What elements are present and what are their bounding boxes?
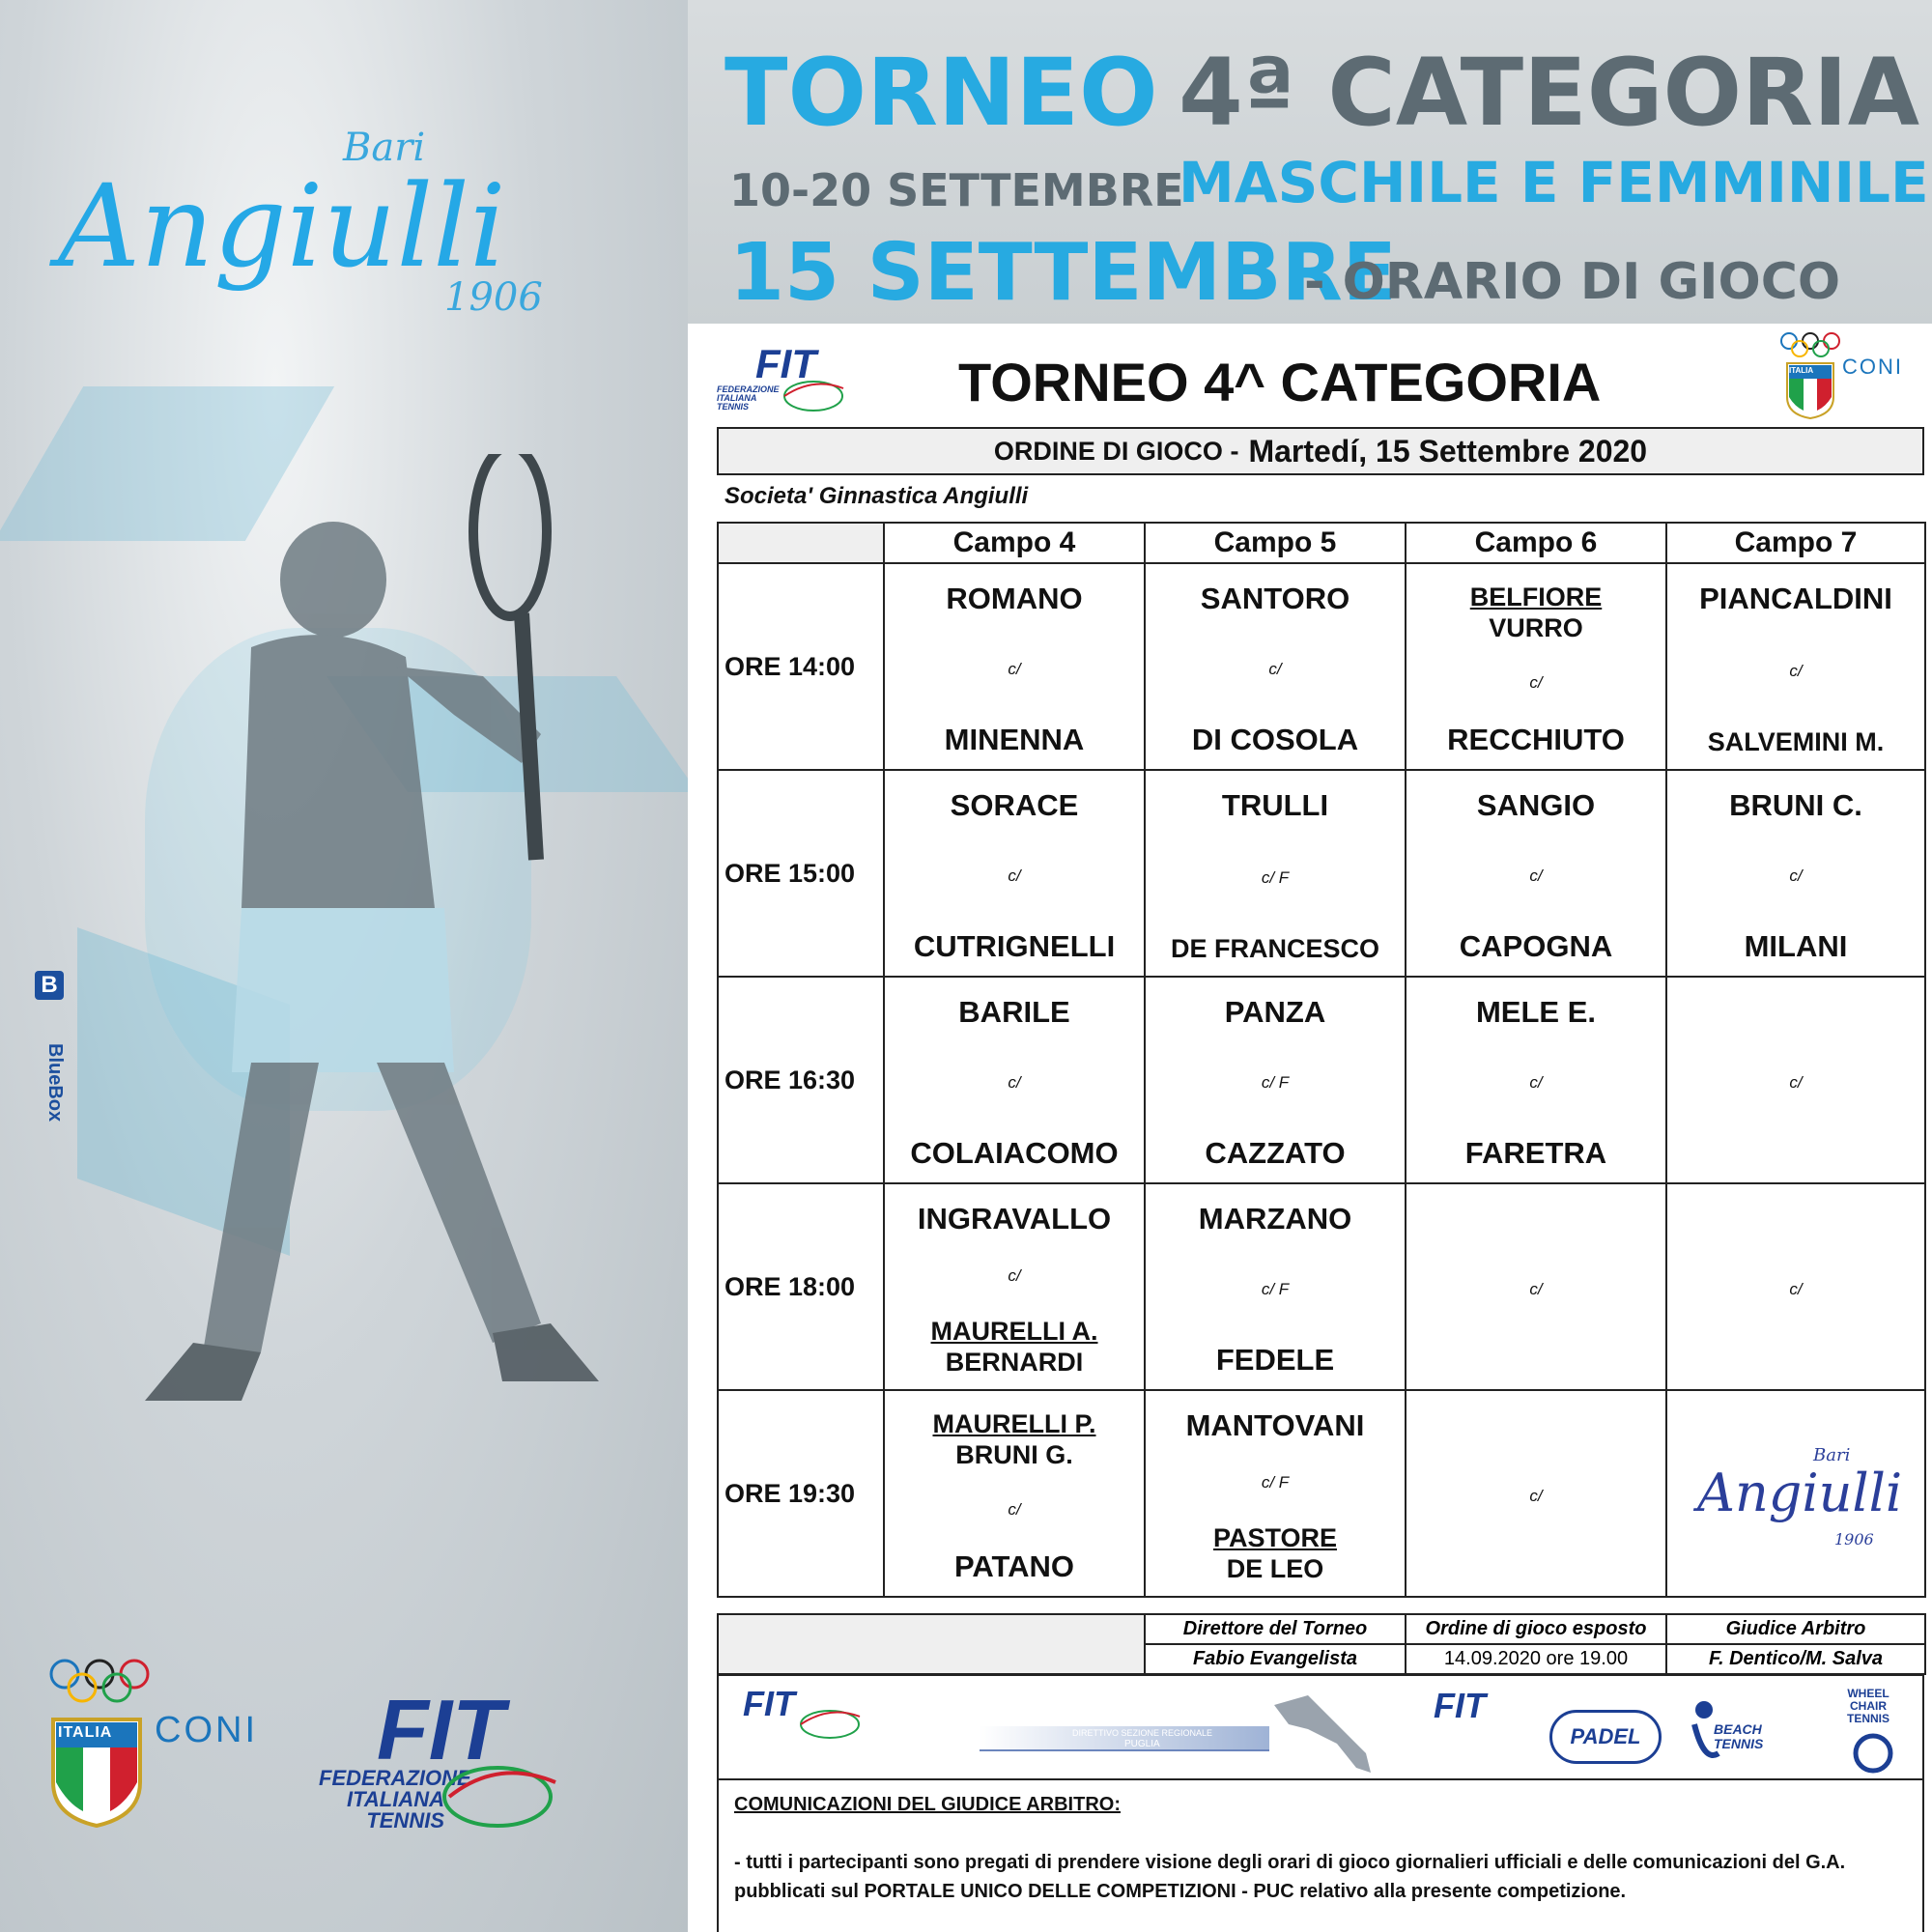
- olympic-rings-icon: [48, 1657, 155, 1710]
- bottom-players: [1465, 1136, 1606, 1171]
- bottom-players: [931, 1316, 1098, 1378]
- player-name: BARILE: [958, 995, 1070, 1029]
- match-cell: [884, 1390, 1145, 1597]
- header-corner: [718, 523, 884, 563]
- top-players: [958, 995, 1069, 1030]
- player-name: MAURELLI P.: [932, 1409, 1096, 1438]
- director-label: Direttore del Torneo: [1145, 1614, 1406, 1644]
- player-name: BERNARDI: [945, 1348, 1084, 1377]
- player-name: SANGIO: [1476, 788, 1596, 822]
- versus-marker: c/: [1529, 673, 1543, 692]
- wheelchair-icon: [1849, 1729, 1897, 1777]
- player-name: SANTORO: [1200, 582, 1350, 615]
- order-of-play-bar: [717, 427, 1924, 475]
- posted-value: 14.09.2020 ore 19.00: [1406, 1644, 1666, 1674]
- player-name: CAPOGNA: [1459, 929, 1613, 963]
- player-name: DE FRANCESCO: [1170, 934, 1379, 963]
- versus-marker: c/: [1529, 1487, 1543, 1505]
- time-slot: ORE 15:00: [718, 770, 884, 977]
- player-name: MARZANO: [1198, 1202, 1352, 1236]
- poster-panel: [0, 0, 688, 1932]
- logo-name: Angiulli: [1697, 1463, 1903, 1523]
- order-date: Martedí, 15 Settembre 2020: [1248, 433, 1648, 469]
- bottom-players: [954, 1549, 1074, 1584]
- versus-marker: c/ F: [1261, 1280, 1290, 1298]
- match-cell: [1406, 563, 1666, 770]
- bottom-players: [1708, 726, 1885, 757]
- match-cell: [1145, 770, 1406, 977]
- brand-year: 1906: [444, 275, 543, 320]
- sponsor-fit2-logo: FIT: [1434, 1686, 1486, 1725]
- top-players: [1476, 995, 1596, 1030]
- player-name: VURRO: [1489, 613, 1583, 642]
- match-cell: [1145, 1183, 1406, 1390]
- player-name: COLAIACOMO: [910, 1136, 1119, 1170]
- schedule-row: [718, 770, 1925, 977]
- officials-table: [717, 1613, 1926, 1675]
- versus-marker: c/: [1008, 1073, 1021, 1092]
- top-players: [951, 788, 1079, 823]
- referee-value: F. Dentico/M. Salva: [1666, 1644, 1925, 1674]
- top-players: [946, 582, 1082, 616]
- versus-marker: c/ F: [1261, 868, 1290, 887]
- headline-schedule: - ORARIO DI GIOCO: [1304, 253, 1841, 311]
- match-cell: [1406, 977, 1666, 1183]
- wheelchair-tennis-logo: WHEEL CHAIR TENNIS: [1846, 1687, 1889, 1725]
- match-cell: [884, 977, 1145, 1183]
- player-name: MANTOVANI: [1185, 1408, 1365, 1442]
- referee-label: Giudice Arbitro: [1666, 1614, 1925, 1644]
- logo-year: 1906: [1834, 1530, 1874, 1548]
- match-cell: [1666, 1390, 1925, 1597]
- match-cell: [884, 563, 1145, 770]
- bottom-players: [945, 723, 1085, 757]
- match-cell: [1145, 563, 1406, 770]
- player-name: ROMANO: [946, 582, 1083, 615]
- versus-marker: c/: [1789, 1073, 1803, 1092]
- player-name: BELFIORE: [1469, 582, 1603, 611]
- beach-tennis-logo: BEACH TENNIS: [1714, 1721, 1764, 1751]
- bottom-players: [910, 1136, 1118, 1171]
- player-name: PIANCALDINI: [1699, 582, 1892, 615]
- bluebox-label: BlueBox: [44, 1043, 66, 1122]
- brand-name: Angiulli: [58, 159, 506, 293]
- doc-fit-subtitle: FEDERAZIONE ITALIANA TENNIS: [717, 384, 780, 412]
- schedule-row: [718, 563, 1925, 770]
- versus-marker: c/: [1529, 1280, 1543, 1298]
- time-slot: ORE 16:30: [718, 977, 884, 1183]
- player-name: INGRAVALLO: [917, 1202, 1112, 1236]
- officials-blank: [718, 1614, 1145, 1674]
- beach-tennis-icon: [1685, 1695, 1723, 1763]
- match-cell: [1406, 1183, 1666, 1390]
- headline-gender: MASCHILE E FEMMINILE: [1179, 150, 1929, 215]
- match-cell: [1666, 770, 1925, 977]
- versus-marker: c/: [1008, 1500, 1021, 1519]
- schedule-row: [718, 1183, 1925, 1390]
- angiulli-logo: [1690, 1424, 1902, 1569]
- match-cell: [1406, 1390, 1666, 1597]
- top-players: [1470, 582, 1603, 643]
- column-header: Campo 4: [884, 523, 1145, 563]
- sponsor-fit-swoosh-icon: [796, 1705, 864, 1744]
- bottom-players: [1192, 723, 1358, 757]
- sponsor-strip: [717, 1674, 1924, 1780]
- match-cell: [1145, 1390, 1406, 1597]
- italia-label: ITALIA: [58, 1724, 113, 1741]
- headline-torneo: TORNEO: [724, 39, 1158, 147]
- top-players: [1199, 1202, 1351, 1236]
- player-name: MINENNA: [944, 723, 1085, 756]
- top-players: [1729, 788, 1862, 823]
- player-name: MELE E.: [1475, 995, 1596, 1029]
- tennis-player-illustration: [0, 454, 688, 1555]
- player-name: BRUNI C.: [1729, 788, 1862, 822]
- versus-marker: c/ F: [1261, 1473, 1290, 1492]
- top-players: [1477, 788, 1595, 823]
- player-name: MILANI: [1744, 929, 1848, 963]
- player-name: BRUNI G.: [955, 1440, 1073, 1469]
- schedule-row: [718, 977, 1925, 1183]
- headline-categoria: 4ª CATEGORIA: [1179, 39, 1920, 147]
- player-name: MAURELLI A.: [930, 1317, 1098, 1346]
- doc-italia-label: ITALIA: [1789, 366, 1814, 375]
- bottom-players: [914, 929, 1115, 964]
- coni-label: CONI: [155, 1710, 258, 1750]
- versus-marker: c/: [1008, 867, 1021, 885]
- doc-title: TORNEO 4^ CATEGORIA: [958, 352, 1602, 412]
- directive-label: DIRETTIVO SEZIONE REGIONALE: [1072, 1728, 1213, 1738]
- player-name: PASTORE: [1212, 1523, 1338, 1552]
- versus-marker: c/: [1529, 867, 1543, 885]
- versus-marker: c/: [1008, 1266, 1021, 1285]
- player-name: FARETRA: [1464, 1136, 1607, 1170]
- column-header: Campo 6: [1406, 523, 1666, 563]
- player-name: FEDELE: [1215, 1343, 1335, 1377]
- match-cell: [884, 1183, 1145, 1390]
- match-cell: [1406, 770, 1666, 977]
- bottom-players: [1216, 1343, 1334, 1378]
- padel-logo: PADEL: [1549, 1710, 1662, 1764]
- logo-city: Bari: [1813, 1445, 1851, 1465]
- bluebox-icon: B: [35, 971, 64, 1000]
- fit-swoosh-icon: [440, 1758, 565, 1835]
- bottom-players: [1213, 1522, 1337, 1584]
- headline-dates: 10-20 SETTEMBRE: [729, 164, 1184, 216]
- schedule-document: [688, 324, 1932, 1932]
- versus-marker: c/: [1789, 1280, 1803, 1298]
- player-name: SALVEMINI M.: [1707, 727, 1885, 756]
- match-cell: [1145, 977, 1406, 1183]
- sponsor-fit-logo: FIT: [743, 1684, 795, 1723]
- schedule-table: [717, 522, 1926, 1598]
- director-value: Fabio Evangelista: [1145, 1644, 1406, 1674]
- versus-marker: c/ F: [1261, 1073, 1290, 1092]
- doc-fit-swoosh-icon: [780, 377, 847, 415]
- bottom-players: [1205, 1136, 1345, 1171]
- match-cell: [1666, 977, 1925, 1183]
- bottom-players: [1460, 929, 1612, 964]
- comms-title: COMUNICAZIONI DEL GIUDICE ARBITRO:: [734, 1794, 1121, 1815]
- time-slot: ORE 14:00: [718, 563, 884, 770]
- posted-label: Ordine di gioco esposto: [1406, 1614, 1666, 1644]
- top-players: [918, 1202, 1111, 1236]
- comms-body: - tutti i partecipanti sono pregati di prendere visione degli orari di gioco giornalieri ufficiali e delle comunicazioni del G.A. pubblicati sul PORTALE UNICO DELLE COMPETIZIONI - PUC relativo alla presente competizione.: [734, 1852, 1846, 1902]
- versus-marker: c/: [1529, 1073, 1543, 1092]
- society-name: Societa' Ginnastica Angiulli: [724, 483, 1029, 509]
- fit-subtitle: FEDERAZIONE ITALIANA TENNIS: [319, 1766, 471, 1833]
- match-cell: [1666, 1183, 1925, 1390]
- region-label: PUGLIA: [1124, 1739, 1160, 1749]
- player-name: DI COSOLA: [1191, 723, 1359, 756]
- match-cell: [884, 770, 1145, 977]
- brand-city: Bari: [343, 126, 426, 170]
- top-players: [932, 1408, 1095, 1470]
- player-name: RECCHIUTO: [1447, 723, 1625, 756]
- headline-day: 15 SETTEMBRE: [729, 227, 1397, 319]
- schedule-row: [718, 1390, 1925, 1597]
- player-name: PATANO: [954, 1549, 1074, 1583]
- versus-marker: c/: [1008, 660, 1021, 678]
- versus-marker: c/: [1789, 662, 1803, 680]
- referee-communications: [717, 1780, 1924, 1932]
- puglia-map-icon: [1269, 1686, 1376, 1777]
- player-name: CAZZATO: [1205, 1136, 1346, 1170]
- top-players: [1186, 1408, 1365, 1443]
- player-name: CUTRIGNELLI: [913, 929, 1116, 963]
- player-name: PANZA: [1224, 995, 1326, 1029]
- player-name: DE LEO: [1226, 1554, 1324, 1583]
- match-cell: [1666, 563, 1925, 770]
- order-label: ORDINE DI GIOCO -: [993, 436, 1239, 466]
- player-name: SORACE: [950, 788, 1079, 822]
- time-slot: ORE 19:30: [718, 1390, 884, 1597]
- column-header: Campo 5: [1145, 523, 1406, 563]
- versus-marker: c/: [1789, 867, 1803, 885]
- bottom-players: [1171, 933, 1379, 964]
- bottom-players: [1745, 929, 1848, 964]
- doc-coni-label: CONI: [1842, 355, 1903, 379]
- column-header: Campo 7: [1666, 523, 1925, 563]
- regional-banner: [980, 1726, 1269, 1751]
- player-name: TRULLI: [1221, 788, 1329, 822]
- top-players: [1699, 582, 1892, 616]
- versus-marker: c/: [1268, 660, 1282, 678]
- top-players: [1222, 788, 1328, 823]
- bottom-players: [1447, 723, 1625, 757]
- top-players: [1225, 995, 1325, 1030]
- schedule-header-row: [718, 523, 1925, 563]
- top-players: [1201, 582, 1350, 616]
- doc-olympic-rings-icon: [1779, 331, 1847, 360]
- time-slot: ORE 18:00: [718, 1183, 884, 1390]
- doc-fit-logo: FIT: [755, 341, 816, 386]
- fit-logo: FIT: [377, 1682, 504, 1777]
